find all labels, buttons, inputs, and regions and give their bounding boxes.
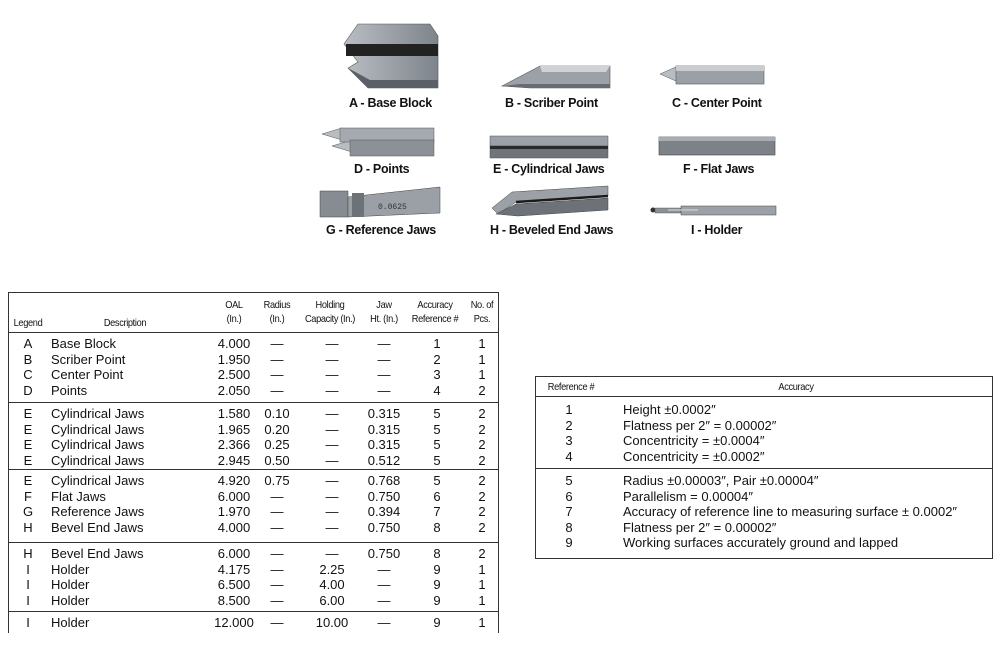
- accuracy-reference-column: [407, 336, 467, 398]
- accuracy-reference-header: Accuracy Reference #: [411, 299, 459, 325]
- oal-column: [212, 615, 256, 631]
- jaw-height-column: [359, 546, 409, 608]
- holding-capacity-cell: —: [325, 351, 339, 367]
- accuracy-column: [623, 473, 989, 551]
- accuracy-reference-cell: 9: [433, 577, 441, 593]
- pieces-cell: 1: [478, 351, 486, 367]
- radius-column: [258, 473, 296, 535]
- radius-cell: 0.25: [264, 437, 290, 453]
- jaw-height-cell: 0.750: [367, 488, 401, 504]
- group-divider: [9, 542, 498, 543]
- oal-cell: 8.500: [217, 592, 251, 608]
- legend-column: [9, 336, 47, 398]
- legend-column: [9, 473, 47, 535]
- legend-cell: F: [24, 488, 32, 504]
- accuracy-cell: Radius ±0.00003″, Pair ±0.00004″: [623, 473, 819, 488]
- group-divider: [9, 469, 498, 470]
- pieces-cell: 2: [478, 437, 486, 453]
- accuracy-cell: Working surfaces accurately ground and lapped: [623, 535, 899, 551]
- description-column: [51, 473, 211, 535]
- holding-capacity-header: Holding Capacity (In.): [304, 299, 356, 325]
- reference-number-header: Reference #: [547, 381, 595, 393]
- description-cell: Bevel End Jaws: [51, 546, 144, 561]
- reference-number-cell: 9: [565, 535, 573, 551]
- holding-capacity-cell: 6.00: [319, 592, 345, 608]
- base-block-image: [340, 22, 440, 94]
- pieces-cell: 2: [478, 452, 486, 468]
- jaw-height-cell: 0.512: [367, 452, 401, 468]
- description-cell: Holder: [51, 592, 90, 608]
- description-cell: Reference Jaws: [51, 504, 145, 520]
- description-cell: Cylindrical Jaws: [51, 437, 145, 453]
- oal-cell: 6.500: [217, 577, 251, 593]
- oal-cell: 1.580: [217, 406, 251, 421]
- accuracy-reference-cell: 8: [433, 546, 441, 561]
- holding-capacity-cell: —: [325, 421, 339, 437]
- reference-number-cell: 4: [565, 448, 573, 464]
- holding-capacity-cell: —: [325, 382, 339, 398]
- header-divider: [9, 332, 498, 333]
- jaw-height-header: Jaw Ht. (In.): [370, 299, 398, 325]
- jaw-height-cell: 0.394: [367, 504, 401, 520]
- description-cell: Cylindrical Jaws: [51, 473, 145, 488]
- legend-column: [9, 546, 47, 608]
- oal-cell: 4.000: [217, 519, 251, 535]
- description-column: [51, 546, 211, 608]
- legend-cell: B: [23, 351, 33, 367]
- pieces-column: [461, 473, 503, 535]
- description-column: [51, 406, 211, 468]
- accuracy-reference-cell: 9: [433, 615, 441, 630]
- accuracy-cell: Concentricity = ±0.0002″: [623, 448, 765, 464]
- reference-jaws-engraving: 0.0625: [378, 203, 407, 212]
- description-cell: Cylindrical Jaws: [51, 406, 145, 421]
- legend-cell: I: [26, 615, 30, 630]
- pieces-header: No. of Pcs.: [470, 299, 494, 325]
- pieces-column: [461, 615, 503, 631]
- jaw-height-cell: —: [377, 351, 391, 367]
- radius-cell: —: [270, 351, 284, 367]
- radius-cell: 0.50: [264, 452, 290, 468]
- group-divider: [536, 468, 992, 469]
- oal-cell: 2.050: [217, 382, 251, 398]
- scriber-point-image: [500, 62, 615, 92]
- legend-cell: C: [23, 367, 33, 383]
- reference-number-cell: 1: [565, 402, 573, 417]
- holding-capacity-column: [301, 546, 363, 608]
- legend-column: [9, 615, 47, 631]
- flat-jaws-caption: F - Flat Jaws: [683, 162, 755, 176]
- holding-capacity-cell: —: [325, 406, 339, 421]
- accuracy-cell: Parallelism = 0.00004″: [623, 488, 753, 504]
- jaw-height-cell: —: [377, 367, 391, 383]
- center-point-image: [656, 58, 766, 92]
- radius-cell: —: [270, 367, 284, 383]
- scriber-point-caption: B - Scriber Point: [505, 96, 598, 110]
- radius-cell: —: [270, 336, 284, 351]
- holding-capacity-cell: 4.00: [319, 577, 345, 593]
- beveled-end-jaws-caption: H - Beveled End Jaws: [490, 223, 614, 237]
- oal-cell: 6.000: [217, 546, 251, 561]
- accuracy-reference-cell: 5: [433, 473, 441, 488]
- accuracy-table: [535, 376, 993, 559]
- accuracy-reference-cell: 3: [433, 367, 441, 383]
- radius-column: [258, 546, 296, 608]
- radius-column: [258, 336, 296, 398]
- pieces-column: [461, 336, 503, 398]
- description-cell: Base Block: [51, 336, 117, 351]
- accuracy-reference-cell: 2: [433, 351, 441, 367]
- holding-capacity-column: [301, 473, 363, 535]
- accuracy-cell: Height ±0.0002″: [623, 402, 716, 417]
- jaw-height-cell: —: [377, 561, 391, 577]
- oal-cell: 1.970: [217, 504, 251, 520]
- oal-cell: 2.366: [217, 437, 251, 453]
- reference-jaws-image: [318, 183, 444, 219]
- pieces-cell: 2: [478, 488, 486, 504]
- accuracy-reference-column: [407, 473, 467, 535]
- header-divider: [536, 396, 992, 397]
- reference-number-cell: 5: [565, 473, 573, 488]
- beveled-end-jaws-image: [488, 182, 613, 220]
- pieces-cell: 2: [478, 546, 486, 561]
- legend-cell: I: [26, 592, 30, 608]
- radius-cell: —: [270, 519, 284, 535]
- cylindrical-jaws-image: [488, 132, 613, 162]
- holder-image: [648, 202, 778, 218]
- specification-table: [8, 292, 499, 633]
- legend-cell: H: [23, 519, 33, 535]
- pieces-cell: 2: [478, 504, 486, 520]
- legend-cell: A: [23, 336, 33, 351]
- radius-column: [258, 406, 296, 468]
- pieces-cell: 1: [478, 577, 486, 593]
- description-cell: Center Point: [51, 367, 124, 383]
- radius-header: Radius (In.): [263, 299, 291, 325]
- oal-cell: 4.000: [217, 336, 251, 351]
- cylindrical-jaws-caption: E - Cylindrical Jaws: [493, 162, 605, 176]
- radius-cell: —: [270, 504, 284, 520]
- description-cell: Cylindrical Jaws: [51, 421, 145, 437]
- group-divider: [9, 402, 498, 403]
- reference-number-column: [536, 402, 602, 464]
- legend-cell: E: [23, 421, 33, 437]
- holding-capacity-cell: —: [325, 519, 339, 535]
- jaw-height-cell: —: [377, 336, 391, 351]
- accuracy-cell: Accuracy of reference line to measuring surface ± 0.0002″: [623, 504, 958, 520]
- jaw-height-column: [359, 473, 409, 535]
- accuracy-reference-cell: 1: [433, 336, 441, 351]
- jaw-height-cell: 0.750: [367, 546, 401, 561]
- holding-capacity-cell: —: [325, 367, 339, 383]
- accuracy-reference-cell: 7: [433, 504, 441, 520]
- base-block-caption: A - Base Block: [349, 96, 432, 110]
- description-cell: Holder: [51, 561, 90, 577]
- accuracy-column: [623, 402, 989, 464]
- jaw-height-column: [359, 615, 409, 631]
- pieces-cell: 1: [478, 336, 486, 351]
- radius-cell: 0.20: [264, 421, 290, 437]
- jaw-height-cell: 0.315: [367, 437, 401, 453]
- radius-cell: 0.10: [264, 406, 290, 421]
- description-cell: Cylindrical Jaws: [51, 452, 145, 468]
- pieces-cell: 1: [478, 615, 486, 630]
- radius-cell: —: [270, 615, 284, 630]
- legend-header: Legend: [13, 317, 43, 329]
- pieces-cell: 1: [478, 367, 486, 383]
- jaw-height-column: [359, 336, 409, 398]
- reference-jaws-caption: G - Reference Jaws: [326, 223, 436, 237]
- jaw-height-cell: 0.315: [367, 421, 401, 437]
- reference-number-cell: 7: [565, 504, 573, 520]
- legend-cell: I: [26, 577, 30, 593]
- accuracy-reference-cell: 5: [433, 437, 441, 453]
- reference-number-column: [536, 473, 602, 551]
- legend-cell: D: [23, 382, 33, 398]
- oal-cell: 6.000: [217, 488, 251, 504]
- accuracy-reference-column: [407, 406, 467, 468]
- accuracy-reference-column: [407, 546, 467, 608]
- oal-cell: 4.920: [217, 473, 251, 488]
- jaw-height-cell: —: [377, 382, 391, 398]
- jaw-height-column: [359, 406, 409, 468]
- accuracy-reference-cell: 8: [433, 519, 441, 535]
- description-column: [51, 336, 211, 398]
- holding-capacity-column: [301, 615, 363, 631]
- holding-capacity-column: [301, 406, 363, 468]
- jaw-height-cell: 0.315: [367, 406, 401, 421]
- accuracy-reference-cell: 9: [433, 561, 441, 577]
- holding-capacity-cell: 10.00: [315, 615, 349, 630]
- oal-column: [212, 546, 256, 608]
- accuracy-header: Accuracy: [778, 381, 814, 393]
- legend-cell: E: [23, 437, 33, 453]
- holding-capacity-cell: —: [325, 473, 339, 488]
- radius-cell: —: [270, 488, 284, 504]
- flat-jaws-image: [657, 135, 777, 159]
- pieces-cell: 1: [478, 561, 486, 577]
- pieces-cell: 2: [478, 406, 486, 421]
- oal-cell: 4.175: [217, 561, 251, 577]
- reference-number-cell: 3: [565, 433, 573, 449]
- accuracy-reference-cell: 5: [433, 406, 441, 421]
- legend-cell: H: [23, 546, 33, 561]
- holding-capacity-column: [301, 336, 363, 398]
- holder-caption: I - Holder: [691, 223, 743, 237]
- description-cell: Flat Jaws: [51, 488, 106, 504]
- description-cell: Bevel End Jaws: [51, 519, 144, 535]
- accuracy-reference-cell: 5: [433, 421, 441, 437]
- radius-cell: 0.75: [264, 473, 290, 488]
- holding-capacity-cell: —: [325, 452, 339, 468]
- oal-header: OAL (In.): [225, 299, 243, 325]
- accuracy-reference-cell: 5: [433, 452, 441, 468]
- legend-cell: I: [26, 561, 30, 577]
- legend-cell: G: [22, 504, 34, 520]
- legend-cell: E: [23, 452, 33, 468]
- legend-column: [9, 406, 47, 468]
- accuracy-reference-cell: 4: [433, 382, 441, 398]
- reference-number-cell: 8: [565, 519, 573, 535]
- holding-capacity-cell: —: [325, 504, 339, 520]
- oal-cell: 12.000: [214, 615, 254, 630]
- oal-column: [212, 336, 256, 398]
- description-column: [51, 615, 211, 631]
- oal-cell: 2.500: [217, 367, 251, 383]
- center-point-caption: C - Center Point: [672, 96, 762, 110]
- pieces-cell: 2: [478, 421, 486, 437]
- accuracy-cell: Concentricity = ±0.0004″: [623, 433, 765, 449]
- pieces-column: [461, 406, 503, 468]
- oal-cell: 1.965: [217, 421, 251, 437]
- legend-cell: E: [23, 406, 33, 421]
- description-header: Description: [103, 317, 147, 329]
- radius-cell: —: [270, 382, 284, 398]
- pieces-cell: 2: [478, 473, 486, 488]
- radius-cell: —: [270, 592, 284, 608]
- description-cell: Scriber Point: [51, 351, 126, 367]
- radius-cell: —: [270, 546, 284, 561]
- oal-cell: 1.950: [217, 351, 251, 367]
- oal-column: [212, 473, 256, 535]
- accuracy-cell: Flatness per 2″ = 0.00002″: [623, 417, 777, 433]
- points-caption: D - Points: [354, 162, 410, 176]
- pieces-column: [461, 546, 503, 608]
- oal-column: [212, 406, 256, 468]
- radius-cell: —: [270, 561, 284, 577]
- accuracy-reference-cell: 6: [433, 488, 441, 504]
- accuracy-reference-column: [407, 615, 467, 631]
- holding-capacity-cell: —: [325, 336, 339, 351]
- radius-column: [258, 615, 296, 631]
- holding-capacity-cell: —: [325, 488, 339, 504]
- description-cell: Holder: [51, 577, 90, 593]
- holding-capacity-cell: —: [325, 437, 339, 453]
- accuracy-reference-cell: 9: [433, 592, 441, 608]
- legend-cell: E: [23, 473, 33, 488]
- jaw-height-cell: —: [377, 592, 391, 608]
- jaw-height-cell: —: [377, 615, 391, 630]
- jaw-height-cell: 0.768: [367, 473, 401, 488]
- reference-number-cell: 2: [565, 417, 573, 433]
- points-image: [318, 124, 438, 160]
- group-divider: [9, 611, 498, 612]
- holding-capacity-cell: —: [325, 546, 339, 561]
- jaw-height-cell: 0.750: [367, 519, 401, 535]
- oal-cell: 2.945: [217, 452, 251, 468]
- jaw-height-cell: —: [377, 577, 391, 593]
- pieces-cell: 2: [478, 519, 486, 535]
- pieces-cell: 2: [478, 382, 486, 398]
- holding-capacity-cell: 2.25: [319, 561, 345, 577]
- accuracy-cell: Flatness per 2″ = 0.00002″: [623, 519, 777, 535]
- description-cell: Points: [51, 382, 88, 398]
- pieces-cell: 1: [478, 592, 486, 608]
- description-cell: Holder: [51, 615, 90, 630]
- radius-cell: —: [270, 577, 284, 593]
- reference-number-cell: 6: [565, 488, 573, 504]
